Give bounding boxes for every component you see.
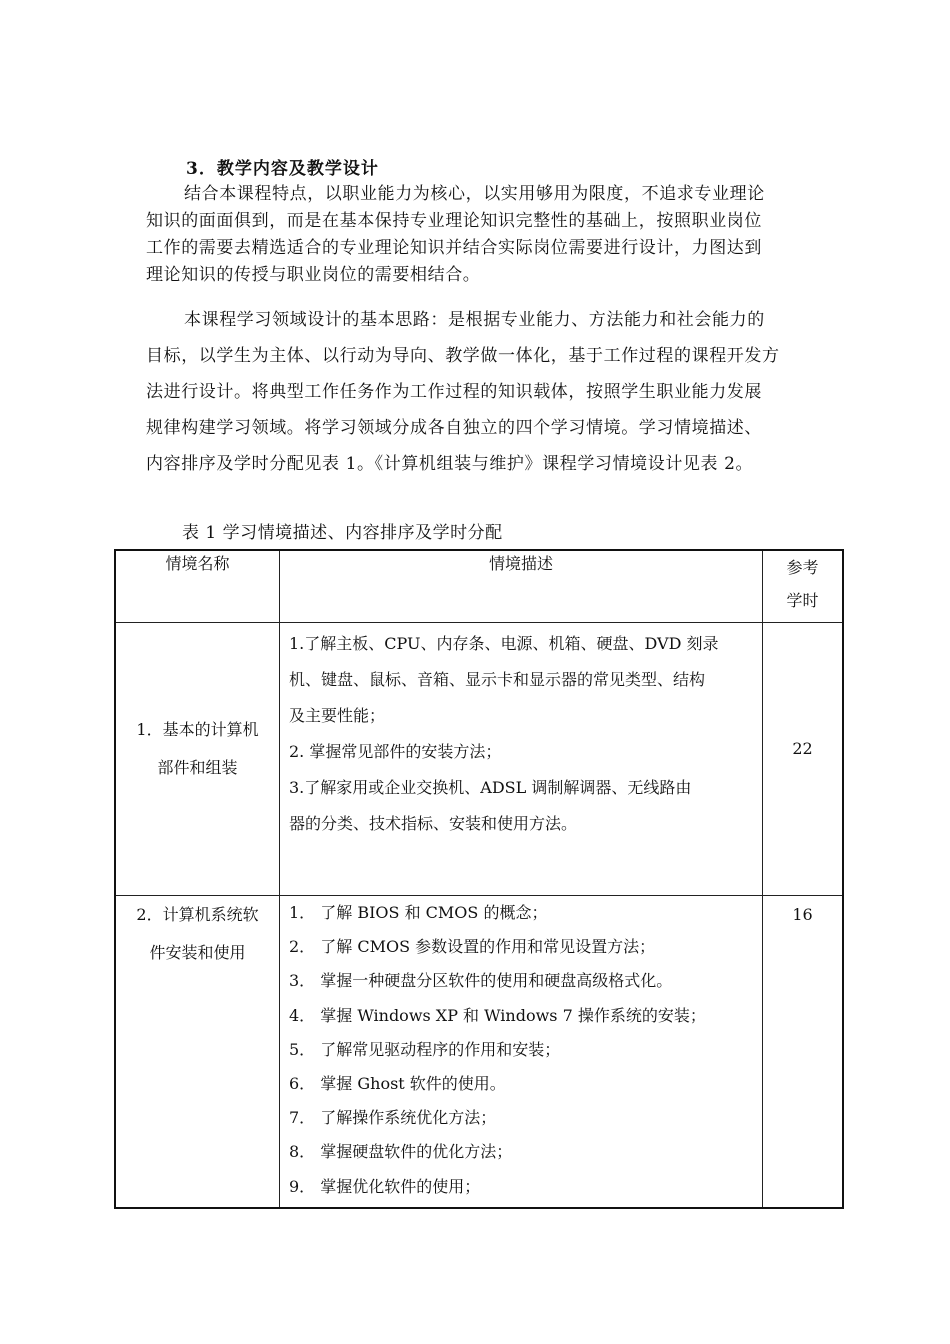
description-line: 2. 掌握常见部件的安装方法； <box>289 742 502 761</box>
paragraph-line: 本课程学习领域设计的基本思路：是根据专业能力、方法能力和社会能力的 <box>184 310 765 330</box>
situation-description-cell <box>280 896 763 1209</box>
situation-name-line: 件安装和使用 <box>149 943 246 962</box>
situation-name-line: 2．计算机系统软 <box>136 905 259 924</box>
table-caption: 表 1 学习情境描述、内容排序及学时分配 <box>182 523 503 543</box>
description-line: 3.了解家用或企业交换机、ADSL 调制解调器、无线路由 <box>289 778 692 797</box>
situation-name-cell <box>115 896 280 1209</box>
description-line: 4． 掌握 Windows XP 和 Windows 7 操作系统的安装； <box>289 1005 706 1025</box>
description-line: 1． 了解 BIOS 和 CMOS 的概念； <box>289 903 548 922</box>
paragraph-line: 结合本课程特点，以职业能力为核心，以实用够用为限度，不追求专业理论 <box>184 184 765 204</box>
description-line: 5． 了解常见驱动程序的作用和安装； <box>289 1039 561 1059</box>
paragraph-line: 法进行设计。将典型工作任务作为工作过程的知识载体，按照学生职业能力发展 <box>146 382 762 402</box>
description-line: 3． 掌握一种硬盘分区软件的使用和硬盘高级格式化。 <box>289 971 673 991</box>
header-situation-description: 情境描述 <box>280 550 763 623</box>
paragraph-line: 目标，以学生为主体、以行动为导向、教学做一体化，基于工作过程的课程开发方 <box>146 346 780 366</box>
description-line: 7． 了解操作系统优化方法； <box>289 1108 497 1128</box>
paragraph-line: 内容排序及学时分配见表 1。《计算机组装与维护》课程学习情境设计见表 2。 <box>146 454 754 474</box>
header-reference-hours <box>763 550 844 623</box>
description-line: 2． 了解 CMOS 参数设置的作用和常见设置方法； <box>289 937 656 957</box>
paragraph-line: 规律构建学习领域。将学习领域分成各自独立的四个学习情境。学习情境描述、 <box>146 418 762 438</box>
situation-name-line: 部件和组装 <box>157 758 238 777</box>
situation-name-cell <box>115 623 280 896</box>
table-header-row <box>115 550 843 623</box>
reference-hours-cell: 16 <box>763 896 844 1209</box>
description-line: 及主要性能； <box>289 706 386 725</box>
table-row <box>115 896 843 1209</box>
situation-description-cell <box>280 623 763 896</box>
description-line: 9． 掌握优化软件的使用； <box>289 1176 481 1196</box>
header-hours-line: 学时 <box>786 591 819 610</box>
description-line: 机、键盘、鼠标、音箱、显示卡和显示器的常见类型、结构 <box>289 670 706 689</box>
section-heading: 3．教学内容及教学设计 <box>186 159 379 179</box>
header-hours-line: 参考 <box>786 558 819 577</box>
paragraph-line: 工作的需要去精选适合的专业理论知识并结合实际岗位需要进行设计，力图达到 <box>146 238 762 258</box>
paragraph-course-features <box>146 181 811 289</box>
header-situation-name: 情境名称 <box>115 550 280 623</box>
paragraph-line: 理论知识的传授与职业岗位的需要相结合。 <box>146 265 481 285</box>
learning-situation-table <box>114 549 844 1209</box>
reference-hours-cell: 22 <box>763 623 844 896</box>
table-row <box>115 623 843 896</box>
situation-name-line: 1．基本的计算机 <box>136 720 259 739</box>
description-line: 6． 掌握 Ghost 软件的使用。 <box>289 1074 506 1094</box>
paragraph-line: 知识的面面俱到，而是在基本保持专业理论知识完整性的基础上，按照职业岗位 <box>146 211 762 231</box>
description-line: 8． 掌握硬盘软件的优化方法； <box>289 1142 513 1162</box>
description-line: 1.了解主板、CPU、内存条、电源、机箱、硬盘、DVD 刻录 <box>289 634 719 653</box>
paragraph-design-approach <box>146 302 811 482</box>
description-line: 器的分类、技术指标、安装和使用方法。 <box>289 814 578 833</box>
